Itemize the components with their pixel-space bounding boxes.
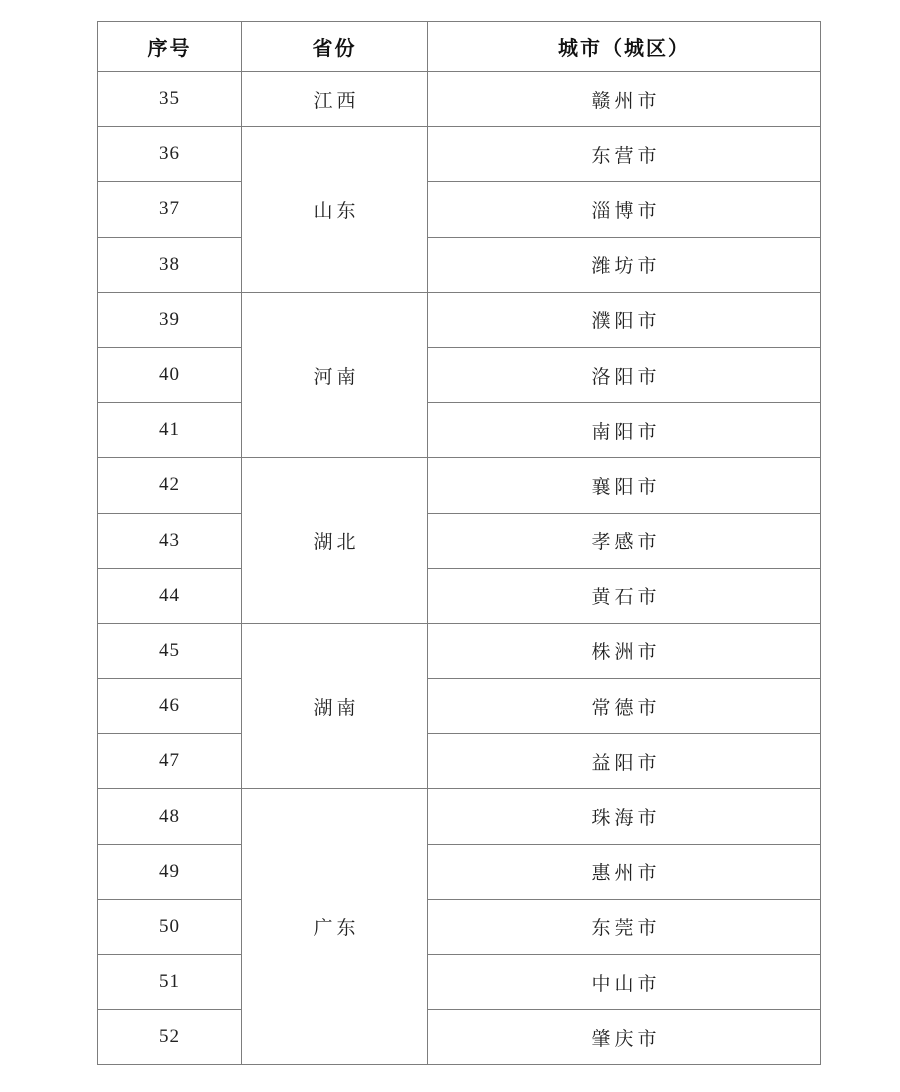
table-row <box>98 734 821 789</box>
province-cell: 江西 <box>242 72 428 127</box>
province-cell: 湖北 <box>242 458 428 624</box>
serial-cell: 37 <box>98 182 242 237</box>
city-cell: 益阳市 <box>428 734 821 789</box>
serial-cell: 50 <box>98 899 242 954</box>
table-row <box>98 679 821 734</box>
table-row <box>98 513 821 568</box>
city-cell: 淄博市 <box>428 182 821 237</box>
table-row <box>98 182 821 237</box>
serial-cell: 42 <box>98 458 242 513</box>
serial-cell: 43 <box>98 513 242 568</box>
serial-cell: 39 <box>98 292 242 347</box>
table-row <box>98 1010 821 1065</box>
province-cell: 河南 <box>242 292 428 458</box>
table-row <box>98 955 821 1010</box>
province-cell: 广东 <box>242 789 428 1065</box>
serial-cell: 46 <box>98 679 242 734</box>
city-cell: 黄石市 <box>428 568 821 623</box>
table-row <box>98 458 821 513</box>
table-row <box>98 237 821 292</box>
serial-cell: 38 <box>98 237 242 292</box>
serial-cell: 47 <box>98 734 242 789</box>
table-row <box>98 899 821 954</box>
city-cell: 濮阳市 <box>428 292 821 347</box>
table-body <box>98 72 821 1065</box>
table-row <box>98 623 821 678</box>
table-row <box>98 844 821 899</box>
city-cell: 东莞市 <box>428 899 821 954</box>
province-cell: 山东 <box>242 127 428 293</box>
city-cell: 潍坊市 <box>428 237 821 292</box>
city-cell: 中山市 <box>428 955 821 1010</box>
province-city-table <box>97 21 821 1065</box>
table-row <box>98 347 821 402</box>
column-header-province: 省份 <box>242 22 428 72</box>
city-cell: 南阳市 <box>428 403 821 458</box>
city-cell: 洛阳市 <box>428 347 821 402</box>
serial-cell: 49 <box>98 844 242 899</box>
city-cell: 珠海市 <box>428 789 821 844</box>
serial-cell: 36 <box>98 127 242 182</box>
serial-cell: 41 <box>98 403 242 458</box>
table-row <box>98 292 821 347</box>
table-row <box>98 568 821 623</box>
serial-cell: 51 <box>98 955 242 1010</box>
table-row <box>98 72 821 127</box>
column-header-serial: 序号 <box>98 22 242 72</box>
column-header-city: 城市（城区） <box>428 22 821 72</box>
serial-cell: 48 <box>98 789 242 844</box>
table-row <box>98 789 821 844</box>
serial-cell: 35 <box>98 72 242 127</box>
city-cell: 襄阳市 <box>428 458 821 513</box>
table-row <box>98 403 821 458</box>
city-cell: 孝感市 <box>428 513 821 568</box>
header-row <box>98 22 821 72</box>
table-row <box>98 127 821 182</box>
city-cell: 株洲市 <box>428 623 821 678</box>
serial-cell: 52 <box>98 1010 242 1065</box>
city-cell: 惠州市 <box>428 844 821 899</box>
table-header <box>98 22 821 72</box>
serial-cell: 45 <box>98 623 242 678</box>
city-cell: 肇庆市 <box>428 1010 821 1065</box>
city-cell: 东营市 <box>428 127 821 182</box>
city-cell: 赣州市 <box>428 72 821 127</box>
serial-cell: 40 <box>98 347 242 402</box>
city-cell: 常德市 <box>428 679 821 734</box>
serial-cell: 44 <box>98 568 242 623</box>
province-cell: 湖南 <box>242 623 428 789</box>
